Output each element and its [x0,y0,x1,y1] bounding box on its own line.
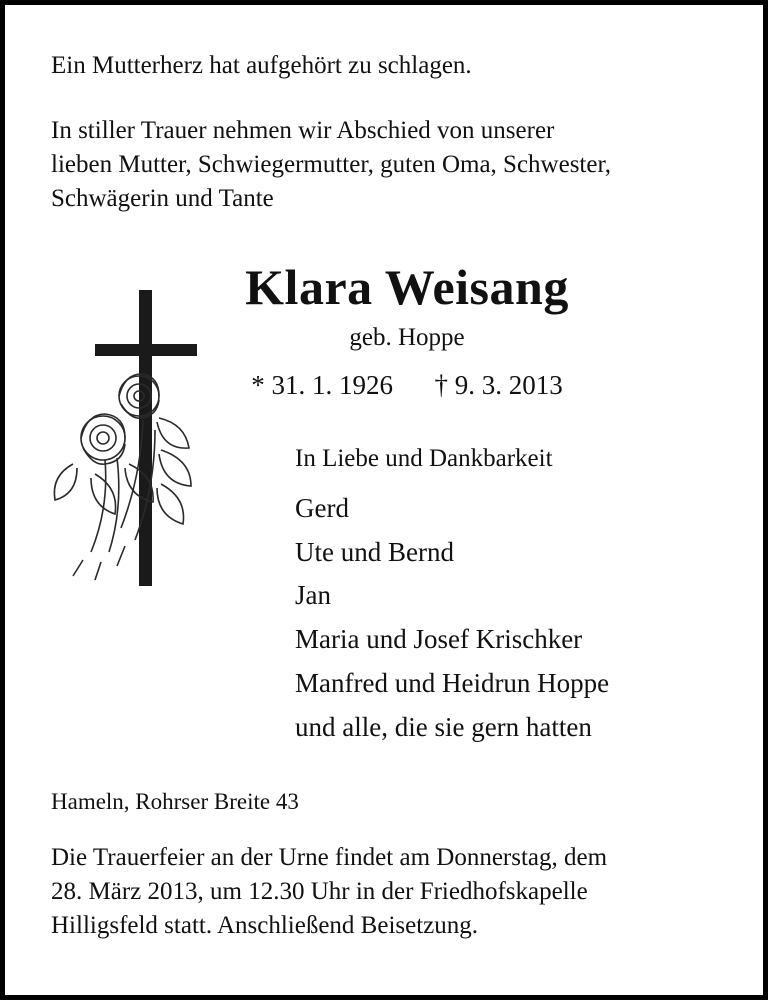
family-member: Jan [295,580,331,611]
ceremony-details [51,841,717,943]
family-lead: In Liebe und Dankbarkeit [295,445,553,472]
family-member: und alle, die sie gern hatten [295,711,592,742]
maiden-name: geb. Hoppe [349,324,465,351]
family-member: Gerd [295,493,349,523]
ceremony-line-2: 28. März 2013, um 12.30 Uhr in der Friedhofskapelle [51,878,588,906]
address-line: Hameln, Rohrser Breite 43 [51,789,299,815]
intro-line-3: Schwägerin und Tante [51,185,274,212]
family-member: Maria und Josef Krischker [295,624,583,655]
family-member: Ute und Bernd [295,536,454,567]
deceased-name: Klara Weisang [245,259,569,315]
death-date: † 9. 3. 2013 [434,370,563,400]
family-member: Manfred und Heidrun Hoppe [295,667,610,698]
intro-line-1: In stiller Trauer nehmen wir Abschied von unserer [51,117,555,144]
cross-with-roses-icon [43,278,213,598]
name-area [51,260,717,401]
intro-block [51,114,717,216]
opening-line: Ein Mutterherz hat aufgehört zu schlagen. [51,52,472,79]
ceremony-line-3: Hilligsfeld statt. Anschließend Beisetzung. [51,912,479,940]
intro-line-2: lieben Mutter, Schwiegermutter, guten Oma, Schwester, [51,151,612,178]
ceremony-line-1: Die Trauerfeier an der Urne findet am Donnerstag, dem [51,844,608,872]
birth-date: * 31. 1. 1926 [251,370,393,400]
